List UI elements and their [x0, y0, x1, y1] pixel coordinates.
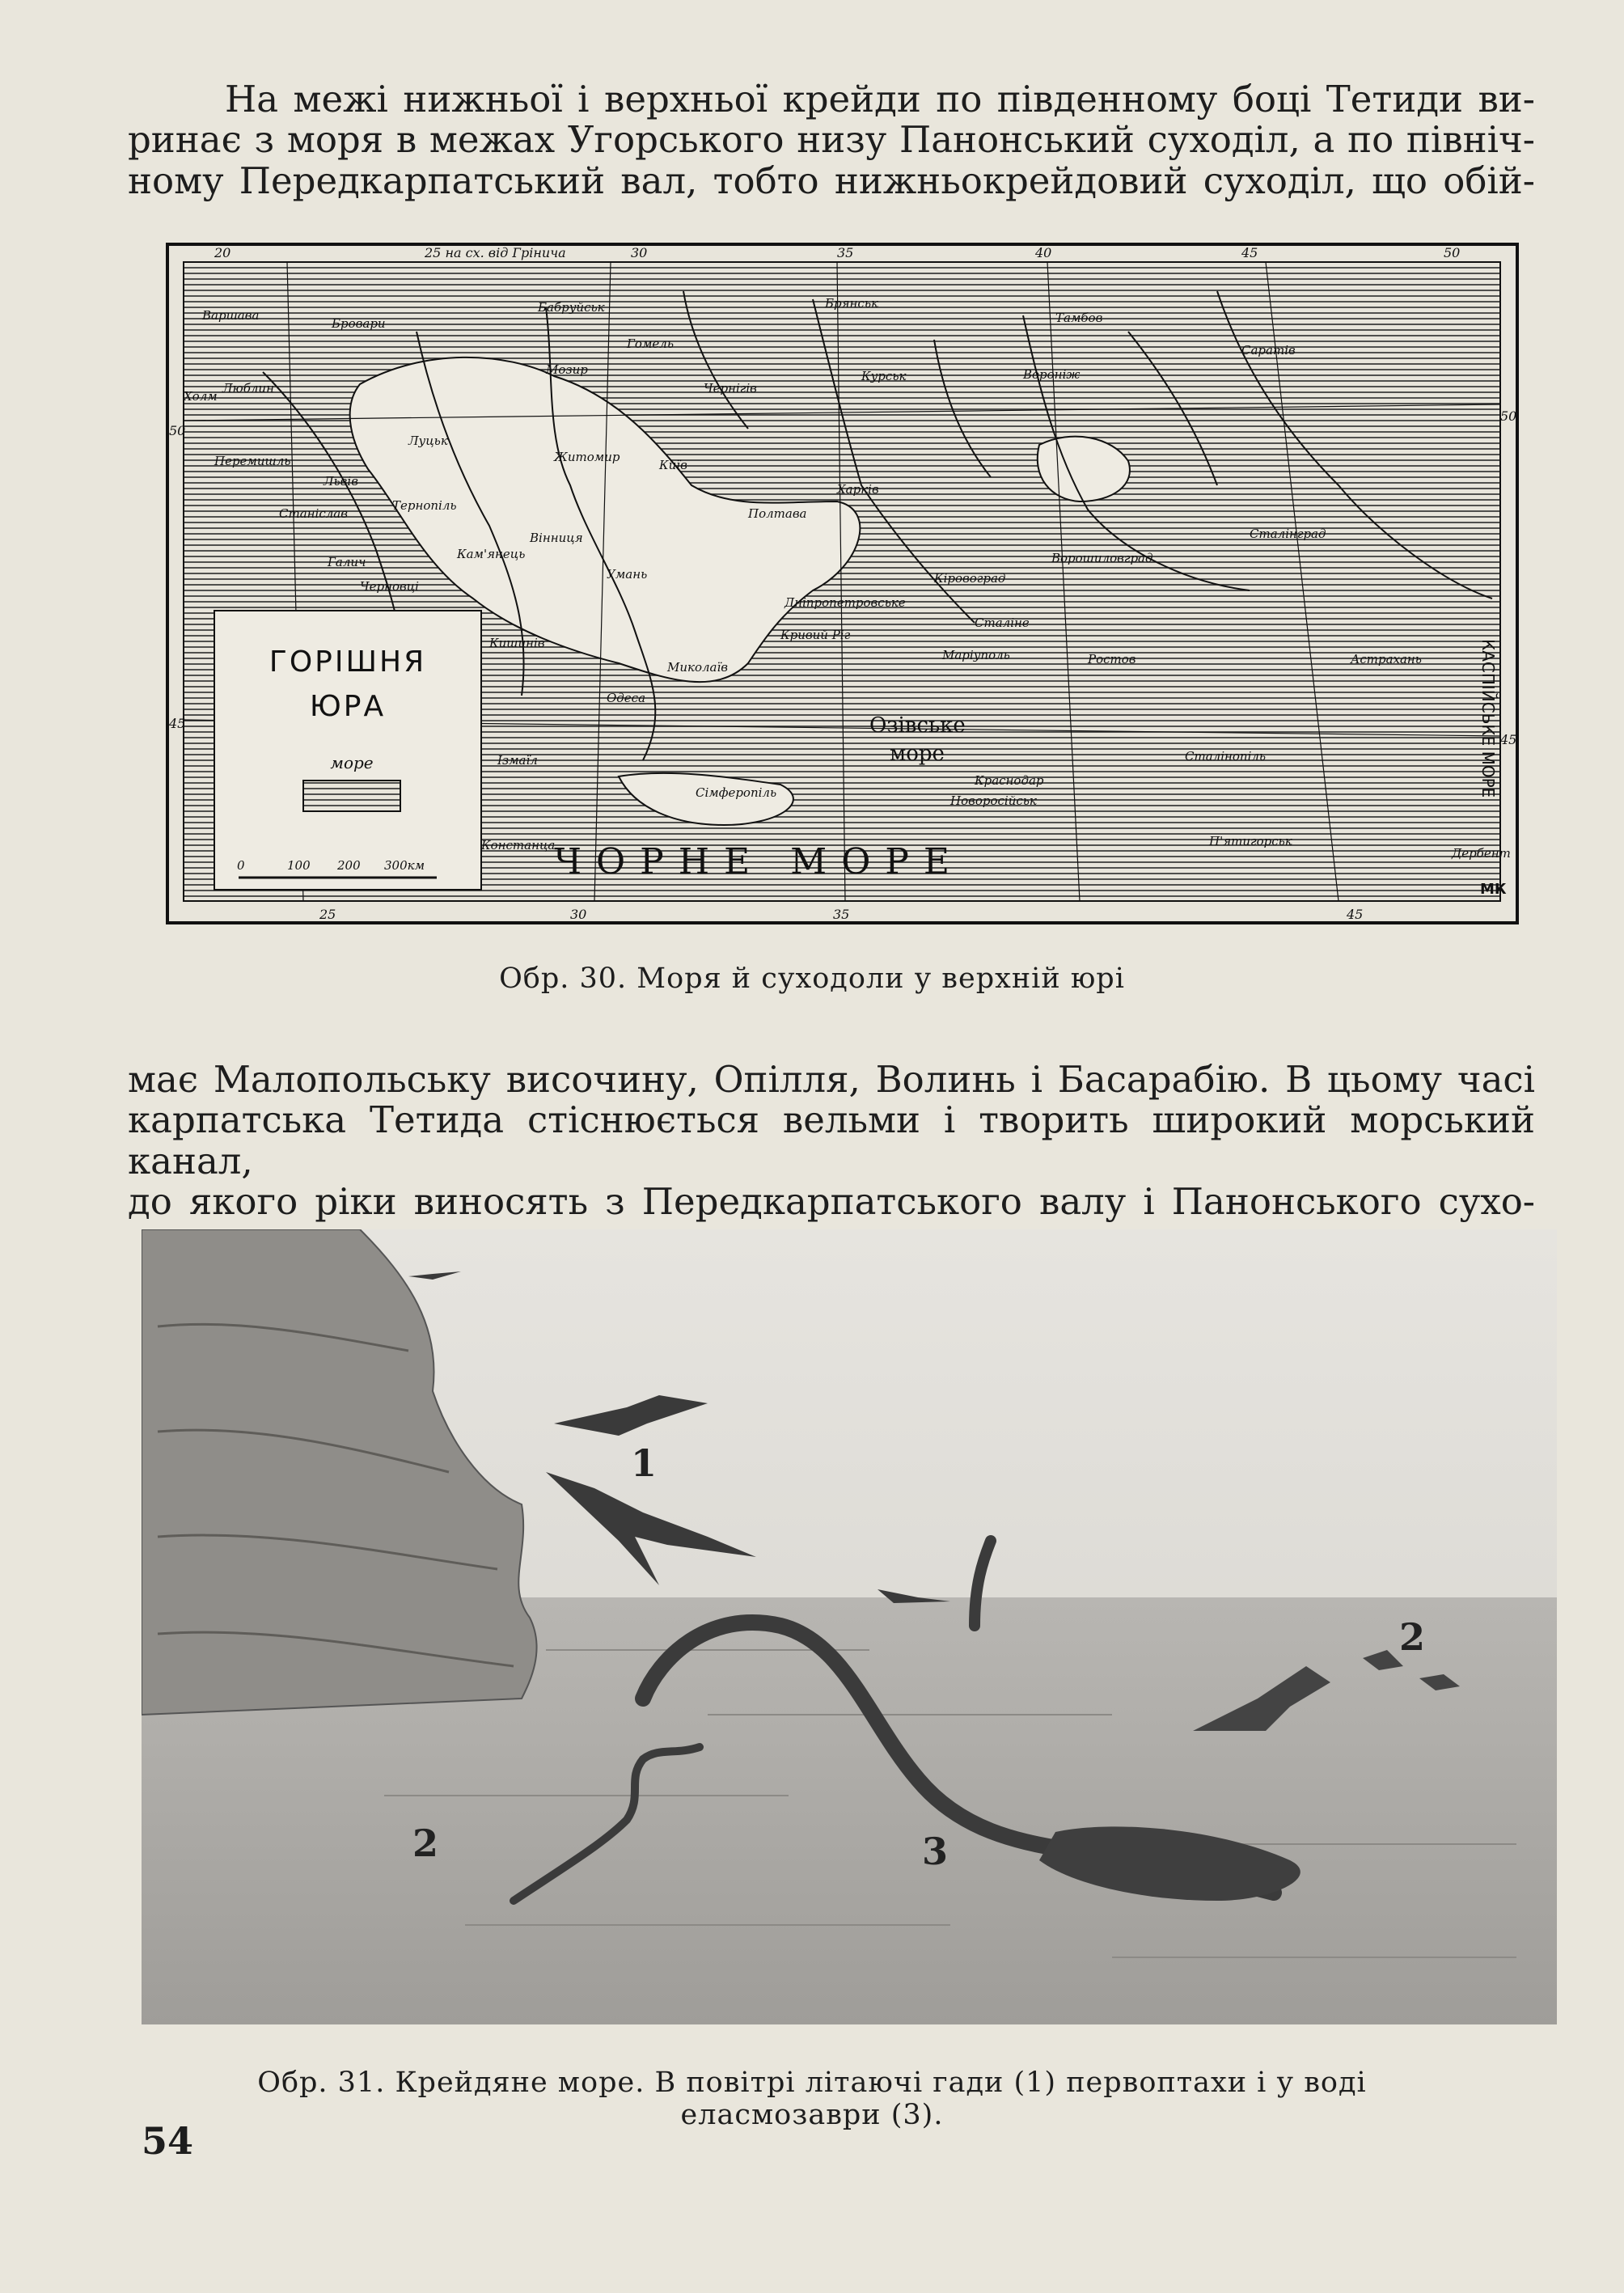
city-label: Чернігів — [704, 381, 757, 396]
legend-title: ЮРА — [309, 690, 387, 723]
city-label: Тамбов — [1055, 311, 1103, 325]
scale-label: 100 — [287, 858, 311, 873]
city-label: Житомир — [554, 450, 620, 464]
city-label: Станіслав — [279, 506, 348, 521]
meridian-note: 25 на сх. від Грінича — [425, 245, 566, 260]
city-label: Дніпропетровське — [785, 595, 906, 610]
city-label: Бабруйськ — [538, 300, 605, 315]
city-label: Кам'янець — [457, 547, 526, 561]
degree-label: 35 — [833, 907, 850, 922]
city-label: Сталіне — [975, 616, 1030, 630]
text-line: карпатська Тетида стіснюється вельми і творить широкий морський канал, — [128, 1098, 1535, 1182]
city-label: Кишинів — [489, 636, 545, 650]
city-label: Харків — [837, 482, 879, 497]
figure-31-caption — [0, 2067, 1624, 2131]
paragraph-middle — [128, 1060, 1535, 1223]
city-label: Полтава — [748, 506, 807, 521]
city-label: Сімферопіль — [696, 785, 777, 800]
page-number: 54 — [142, 2119, 194, 2163]
figure-label: 2 — [412, 1821, 439, 1865]
upper-jurassic-map — [166, 243, 1519, 924]
city-label: Констанца — [481, 838, 556, 852]
city-label: Курськ — [861, 369, 907, 383]
city-label: Вороніж — [1023, 367, 1081, 382]
city-label: Маріуполь — [942, 648, 1010, 662]
paragraph-top — [128, 79, 1535, 201]
city-label: П'ятигорськ — [1209, 834, 1292, 848]
sea-label: Озівське — [869, 713, 966, 738]
degree-label: 25 — [319, 907, 336, 922]
text-line: ному Передкарпатський вал, тобто нижньокрейдовий суходіл, що обій- — [128, 159, 1535, 202]
city-label: Брянськ — [825, 296, 878, 311]
city-label: Мозир — [546, 362, 588, 377]
city-label: Люблин — [222, 381, 274, 396]
city-label: Вінниця — [530, 531, 583, 545]
black-sea-label: ЧОРНЕ МОРЕ — [554, 841, 965, 882]
legend-sea-swatch — [303, 781, 400, 811]
city-label: Сталінград — [1250, 527, 1326, 541]
city-label: Перемишль — [214, 454, 291, 468]
city-label: Луцьк — [408, 434, 448, 448]
city-label: Холм — [184, 389, 218, 404]
legend-title: ГОРІШНЯ — [269, 645, 427, 679]
city-label: Сталінопіль — [1185, 749, 1267, 764]
author-mark: МК — [1480, 881, 1507, 898]
degree-label: 30 — [570, 907, 587, 922]
degree-label: 45 — [1500, 732, 1517, 747]
scale-label: 0 — [237, 858, 245, 873]
city-label: Новоросійськ — [950, 793, 1037, 808]
degree-label: 45 — [169, 716, 186, 731]
legend-sea-label: море — [330, 753, 374, 772]
city-label: Галич — [328, 555, 366, 569]
city-label: Кривий Ріг — [780, 628, 851, 642]
map-legend — [214, 611, 481, 890]
text-line: На межі нижньої і верхньої крейди по південному боці Тетиди ви- — [225, 78, 1535, 121]
degree-label: 35 — [837, 245, 854, 260]
scale-label: 200 — [337, 858, 361, 873]
city-label: Тернопіль — [392, 498, 457, 513]
degree-label: 50 — [1500, 408, 1517, 424]
city-label: Одеса — [607, 691, 646, 705]
sea-label: море — [890, 742, 945, 766]
city-label: Львів — [324, 474, 358, 489]
caption-line: Обр. 31. Крейдяне море. В повітрі літаючі гади (1) первоптахи і у воді — [257, 2067, 1367, 2099]
city-label: Черновці — [360, 579, 419, 594]
city-label: Бровари — [332, 316, 386, 331]
degree-label: 45 — [1241, 245, 1258, 260]
city-label: Саратів — [1241, 343, 1296, 357]
degree-label: 20 — [214, 245, 231, 260]
caspian-sea-label: КАСПІЙСЬКЕ МОРЕ — [1478, 639, 1498, 798]
caption-line: еласмозаври (3). — [680, 2099, 944, 2131]
figure-label: 2 — [1399, 1615, 1426, 1659]
city-label: Дербент — [1452, 846, 1511, 861]
city-label: Миколаїв — [667, 660, 729, 675]
city-label: Гомель — [627, 336, 674, 351]
city-label: Київ — [659, 458, 687, 472]
city-label: Астрахань — [1351, 652, 1422, 666]
degree-label: 50 — [1444, 245, 1461, 260]
degree-label: 40 — [1035, 245, 1052, 260]
city-label: Ізмаїл — [497, 753, 538, 768]
text-line: ринає з моря в межах Угорського низу Панонський суходіл, а по північ- — [128, 118, 1535, 162]
degree-label: 50 — [169, 423, 186, 438]
degree-label: 45 — [1347, 907, 1364, 922]
city-label: Кіровоград — [934, 571, 1006, 586]
city-label: Ворошиловград — [1051, 551, 1153, 565]
degree-label: 30 — [631, 245, 648, 260]
figure-label: 3 — [922, 1830, 949, 1873]
figure-30-caption: Обр. 30. Моря й суходоли у верхній юрі — [499, 962, 1125, 995]
city-label: Варшава — [202, 308, 260, 323]
text-line: має Малопольську височину, Опілля, Волинь і Басарабію. В цьому часі — [128, 1058, 1535, 1101]
text-line: до якого ріки виносять з Передкарпатського валу і Панонського сухо- — [128, 1180, 1535, 1224]
cretaceous-sea-illustration — [142, 1229, 1557, 2024]
figure-label: 1 — [631, 1441, 658, 1485]
city-label: Умань — [607, 567, 648, 582]
city-label: Краснодар — [975, 773, 1044, 788]
city-label: Ростов — [1088, 652, 1136, 666]
scale-label: 300км — [384, 858, 425, 873]
